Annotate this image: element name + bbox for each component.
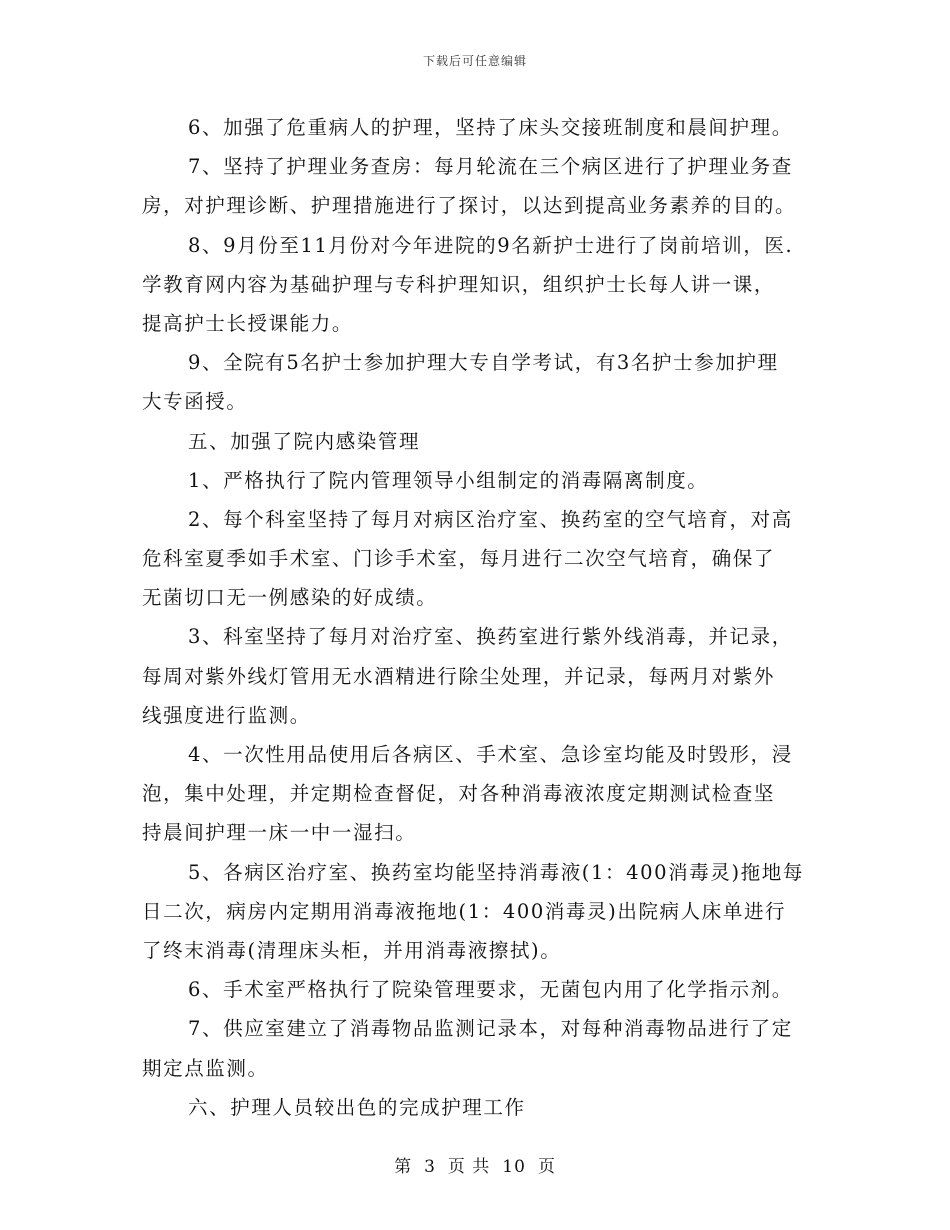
text-line: 5、各病区治疗室、换药室均能坚持消毒液(1：400消毒灵)拖地每 <box>188 860 804 884</box>
text-line: 6、手术室严格执行了院染管理要求，无菌包内用了化学指示剂。 <box>188 978 793 1002</box>
text-line: 4、一次性用品使用后各病区、手术室、急诊室均能及时毁形，浸 <box>188 743 793 766</box>
text-line: 学教育网内容为基础护理与专科护理知识，组织护士长每人讲一课， <box>142 272 776 296</box>
footer-middle: 页 共 <box>447 1157 491 1177</box>
text-line: 每周对紫外线灯管用无水酒精进行除尘处理，并记录，每两月对紫外 <box>142 664 776 688</box>
text-line: 日二次，病房内定期用消毒液拖地(1：400消毒灵)出院病人床单进行 <box>142 899 787 923</box>
text-line: 危科室夏季如手术室、门诊手术室，每月进行二次空气培育，确保了 <box>142 547 776 571</box>
text-line: 6、加强了危重病人的护理，坚持了床头交接班制度和晨间护理。 <box>188 116 793 139</box>
footer-page-number: 3 <box>424 1157 436 1177</box>
page-header: 下载后可任意编辑 <box>422 54 527 68</box>
footer-prefix: 第 <box>394 1157 413 1177</box>
text-line: 2、每个科室坚持了每月对病区治疗室、换药室的空气培育，对高 <box>188 507 793 531</box>
footer-suffix: 页 <box>537 1157 556 1177</box>
text-line: 了终末消毒(清理床头柜，并用消毒液擦拭)。 <box>142 938 562 962</box>
text-line: 8、9月份至11月份对今年进院的9名新护士进行了岗前培训，医. <box>188 233 794 257</box>
document-body <box>142 108 810 1127</box>
text-line: 1、严格执行了院内管理领导小组制定的消毒隔离制度。 <box>188 468 709 492</box>
text-line: 3、科室坚持了每月对治疗室、换药室进行紫外线消毒，并记录， <box>188 625 793 649</box>
text-line: 大专函授。 <box>142 390 248 414</box>
text-line: 持晨间护理一床一中一湿扫。 <box>142 821 417 845</box>
text-line: 泡，集中处理，并定期检查督促，对各种消毒液浓度定期测试检查坚 <box>142 782 776 806</box>
text-line: 7、供应室建立了消毒物品监测记录本，对每种消毒物品进行了定 <box>188 1017 793 1041</box>
footer-total-pages: 10 <box>502 1157 526 1177</box>
text-line: 六、护理人员较出色的完成护理工作 <box>188 1095 526 1119</box>
text-line: 线强度进行监测。 <box>142 703 311 727</box>
text-line: 期定点监测。 <box>142 1056 269 1080</box>
text-line: 房，对护理诊断、护理措施进行了探讨，以达到提高业务素养的目的。 <box>142 194 797 218</box>
text-line: 五、加强了院内感染管理 <box>188 429 421 453</box>
text-line: 无菌切口无一例感染的好成绩。 <box>142 586 438 610</box>
text-line: 提高护士长授课能力。 <box>142 311 354 335</box>
text-line: 9、全院有5名护士参加护理大专自学考试，有3名护士参加护理 <box>188 351 779 375</box>
page-footer <box>0 1152 950 1177</box>
text-line: 7、坚持了护理业务查房：每月轮流在三个病区进行了护理业务查 <box>188 155 793 179</box>
